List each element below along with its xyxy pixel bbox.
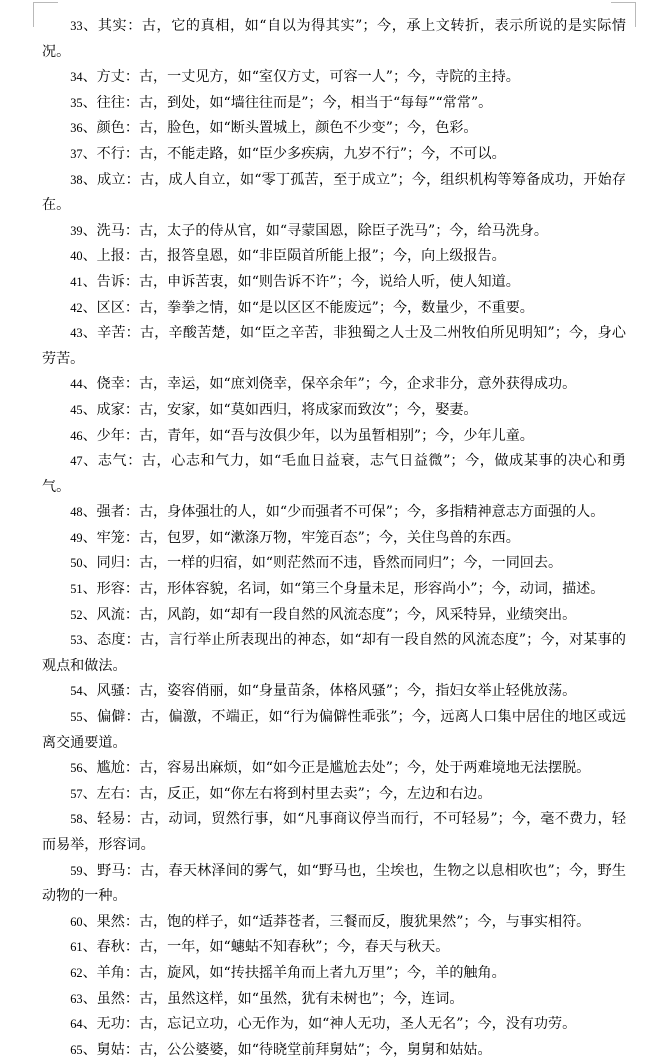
document-body <box>42 14 626 1063</box>
entry-text: 、虽然：古，虽然这样，如“虽然，犹有未树也”；今，连词。 <box>82 990 464 1007</box>
document-entry <box>42 219 626 245</box>
document-entry <box>42 321 626 372</box>
entry-number: 63 <box>70 991 83 1006</box>
entry-number: 56 <box>70 761 83 776</box>
entry-number: 62 <box>70 965 83 980</box>
entry-number: 43 <box>70 326 83 341</box>
entry-text: 、方丈：古，一丈见方，如“室仅方丈，可容一人”；今，寺院的主持。 <box>82 69 520 86</box>
entry-number: 47 <box>70 454 83 469</box>
document-entry <box>42 782 626 808</box>
document-entry <box>42 1012 626 1038</box>
document-entry <box>42 859 626 910</box>
entry-text: 、其实：古，它的真相，如“自以为得其实”；今，承上文转折，表示所说的是实际情况。 <box>42 18 626 60</box>
entry-number: 61 <box>70 940 83 955</box>
entry-text: 、成立：古，成人自立，如“零丁孤苦，至于成立”；今，组织机构等筹备成功，开始存在。 <box>42 171 626 214</box>
entry-text: 、野马：古，春天林泽间的雾气，如“野马也，尘埃也，生物之以息相吹也”；今，野生动物的一种。 <box>42 862 626 905</box>
document-entry <box>42 14 626 65</box>
entry-text: 、辛苦：古，辛酸苦楚，如“臣之辛苦，非独蜀之人士及二州牧伯所见明知”；今，身心劳苦。 <box>42 325 626 367</box>
entry-number: 52 <box>70 607 83 622</box>
document-entry <box>42 551 626 577</box>
entry-text: 、区区：古，拳拳之情，如“是以区区不能废远”；今，数量少，不重要。 <box>82 299 534 316</box>
document-entry <box>42 168 626 219</box>
document-entry <box>42 449 626 500</box>
document-entry <box>42 142 626 168</box>
entry-text: 、风骚：古，姿容俏丽，如“身量苗条，体格风骚”；今，指妇女举止轻佻放荡。 <box>82 683 577 700</box>
entry-text: 、洗马：古，太子的侍从官，如“寻蒙国恩，除臣子洗马”；今，给马洗身。 <box>82 222 548 239</box>
entry-number: 51 <box>70 582 83 597</box>
entry-text: 、成家：古，安家，如“莫如西归，将成家而致汝”；今，娶妻。 <box>82 401 478 418</box>
entry-number: 50 <box>70 556 83 571</box>
entry-number: 48 <box>70 505 83 520</box>
entry-number: 37 <box>70 146 83 161</box>
document-entry <box>42 807 626 858</box>
document-entry <box>42 526 626 552</box>
document-entry <box>42 244 626 270</box>
document-entry <box>42 603 626 629</box>
entry-text: 、上报：古，报答皇恩，如“非臣陨首所能上报”；今，向上级报告。 <box>82 248 506 265</box>
entry-number: 39 <box>70 223 83 238</box>
entry-text: 、偏僻：古，偏激，不端正，如“行为偏僻性乖张”；今，远离人口集中居住的地区或远离交通要道。 <box>42 709 626 751</box>
document-entry <box>42 1038 626 1063</box>
entry-text: 、尴尬：古，容易出麻烦，如“如今正是尴尬去处”；今，处于两难境地无法摆脱。 <box>82 760 591 777</box>
document-entry <box>42 500 626 526</box>
document-entry <box>42 961 626 987</box>
document-entry <box>42 628 626 679</box>
entry-number: 58 <box>70 812 83 827</box>
document-entry <box>42 705 626 756</box>
entry-text: 、风流：古，风韵，如“却有一段自然的风流态度”；今，风采特异，业绩突出。 <box>82 606 577 623</box>
document-entry <box>42 679 626 705</box>
entry-number: 40 <box>70 249 83 264</box>
entry-number: 57 <box>70 786 83 801</box>
entry-number: 49 <box>70 530 83 545</box>
entry-number: 64 <box>70 1017 83 1032</box>
entry-number: 59 <box>70 863 83 878</box>
entry-text: 、志气：古，心志和气力，如“毛血日益衰，志气日益微”；今，做成某事的决心和勇气。 <box>42 453 626 495</box>
document-entry <box>42 91 626 117</box>
entry-number: 55 <box>70 710 83 725</box>
entry-text: 、左右：古，反正，如“你左右将到村里去卖”；今，左边和右边。 <box>82 785 492 802</box>
entry-number: 54 <box>70 684 83 699</box>
entry-number: 38 <box>70 172 83 187</box>
entry-number: 33 <box>70 19 83 33</box>
entry-text: 、告诉：古，申诉苦衷，如“则告诉不许”；今，说给人听，使人知道。 <box>82 273 520 290</box>
entry-number: 36 <box>70 121 83 136</box>
document-entry <box>42 116 626 142</box>
entry-text: 、舅姑：古，公公婆婆，如“待晓堂前拜舅姑”；今，舅舅和姑姑。 <box>82 1041 492 1058</box>
entry-text: 、春秋：古，一年，如“蟪蛄不知春秋”；今，春天与秋天。 <box>82 939 450 956</box>
document-entry <box>42 296 626 322</box>
entry-number: 41 <box>70 274 83 289</box>
entry-text: 、不行：古，不能走路，如“臣少多疾病，九岁不行”；今，不可以。 <box>82 145 506 162</box>
entry-number: 35 <box>70 95 83 110</box>
entry-text: 、无功：古，忘记立功，心无作为，如“神人无功，圣人无名”；今，没有功劳。 <box>82 1016 577 1033</box>
entry-text: 、形容：古，形体容貌，名词，如“第三个身量未足，形容尚小”；今，动词，描述。 <box>82 581 605 598</box>
document-entry <box>42 372 626 398</box>
document-entry <box>42 270 626 296</box>
entry-text: 、往往：古，到处，如“墙往往而是”；今，相当于“每每”“常常”。 <box>82 94 493 111</box>
document-entry <box>42 987 626 1013</box>
document-entry <box>42 65 626 91</box>
entry-text: 、牢笼：古，包罗，如“漱涤万物，牢笼百态”；今，关住鸟兽的东西。 <box>82 529 520 546</box>
entry-number: 60 <box>70 914 83 929</box>
entry-text: 、果然：古，饱的样子，如“适莽苍者，三餐而反，腹犹果然”；今，与事实相符。 <box>82 913 591 930</box>
entry-number: 53 <box>70 633 83 648</box>
entry-text: 、羊角：古，旋风，如“抟扶摇羊角而上者九万里”；今，羊的触角。 <box>82 964 506 981</box>
entry-number: 46 <box>70 428 83 443</box>
document-entry <box>42 756 626 782</box>
document-entry <box>42 910 626 936</box>
entry-number: 45 <box>70 402 83 417</box>
entry-text: 、少年：古，青年，如“吾与汝俱少年，以为虽暂相别”；今，少年儿童。 <box>82 427 534 444</box>
entry-text: 、颜色：古，脸色，如“断头置城上，颜色不少变”；今，色彩。 <box>82 120 478 137</box>
document-entry <box>42 424 626 450</box>
entry-number: 42 <box>70 300 83 315</box>
entry-text: 、轻易：古，动词，贸然行事，如“凡事商议停当而行，不可轻易”；今，毫不费力，轻而易举，形容词。 <box>42 811 626 853</box>
entry-number: 34 <box>70 70 83 85</box>
entry-text: 、强者：古，身体强壮的人，如“少而强者不可保”；今，多指精神意志方面强的人。 <box>82 504 605 521</box>
entry-text: 、侥幸：古，幸运，如“庶刘侥幸，保卒余年”；今，企求非分，意外获得成功。 <box>82 376 577 393</box>
entry-number: 65 <box>70 1042 83 1057</box>
entry-text: 、态度：古，言行举止所表现出的神态，如“却有一段自然的风流态度”；今，对某事的观点和做法。 <box>42 632 626 674</box>
document-entry <box>42 935 626 961</box>
entry-number: 44 <box>70 377 83 392</box>
document-entry <box>42 398 626 424</box>
document-entry <box>42 577 626 603</box>
entry-text: 、同归：古，一样的归宿，如“则茫然而不违，昏然而同归”；今，一同回去。 <box>82 555 563 572</box>
